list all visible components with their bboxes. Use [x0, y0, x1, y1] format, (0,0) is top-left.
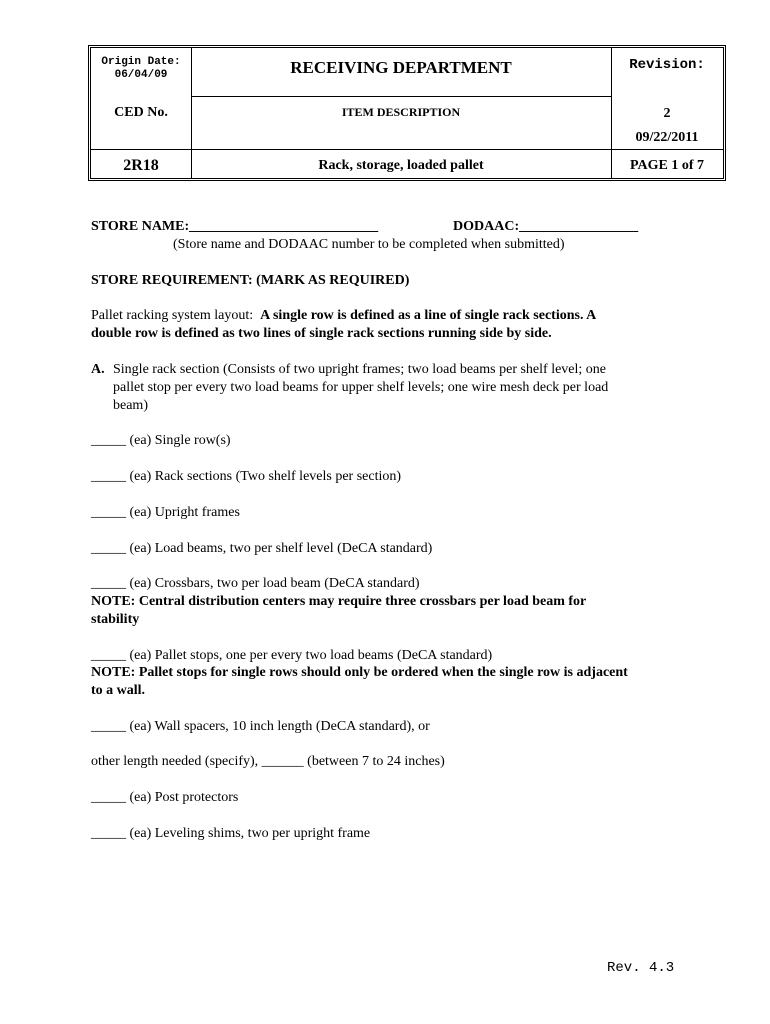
header-divider	[191, 96, 611, 97]
item-pallet-stops[interactable]: _____ (ea) Pallet stops, one per every two load beams (DeCA standard)	[91, 648, 493, 663]
section-a-line-1: Single rack section (Consists of two upright frames; two load beams per shelf level; one	[113, 362, 607, 377]
pallet-note-1: NOTE: Pallet stops for single rows should only be ordered when the single row is adjacent	[91, 665, 628, 680]
revision-number: 2	[663, 106, 671, 121]
layout-bold-1: A single row is defined as a line of single rack sections. A	[260, 308, 597, 323]
page-number: PAGE 1 of 7	[629, 158, 704, 173]
origin-date: 06/04/09	[114, 69, 168, 81]
store-note: (Store name and DODAAC number to be completed when submitted)	[173, 237, 565, 252]
item-crossbars[interactable]: _____ (ea) Crossbars, two per load beam (DeCA standard)	[91, 576, 420, 591]
section-a-line-2: pallet stop per every two load beams for upper shelf levels; one wire mesh deck per load	[113, 380, 609, 395]
item-post-protectors[interactable]: _____ (ea) Post protectors	[91, 790, 239, 805]
pallet-note-2: to a wall.	[91, 683, 146, 698]
ced-label: CED No.	[114, 105, 168, 120]
item-wall-spacers[interactable]: _____ (ea) Wall spacers, 10 inch length (DeCA standard), or	[91, 719, 430, 734]
item-rack-sections[interactable]: _____ (ea) Rack sections (Two shelf levels per section)	[91, 469, 402, 484]
item-description: Rack, storage, loaded pallet	[318, 158, 484, 173]
item-upright-frames[interactable]: _____ (ea) Upright frames	[91, 505, 240, 520]
item-single-rows[interactable]: _____ (ea) Single row(s)	[91, 433, 231, 448]
revision-footer: Rev. 4.3	[607, 960, 675, 976]
layout-intro: Pallet racking system layout:	[91, 308, 254, 323]
section-a-line-3: beam)	[113, 398, 148, 413]
item-leveling-shims[interactable]: _____ (ea) Leveling shims, two per upright frame	[91, 826, 371, 841]
section-a-letter: A.	[91, 362, 105, 377]
layout-definition	[91, 307, 596, 325]
ced-number: 2R18	[123, 157, 159, 174]
department-title: RECEIVING DEPARTMENT	[290, 58, 512, 77]
revision-date: 09/22/2011	[635, 130, 699, 145]
origin-date-label: Origin Date:	[101, 56, 181, 68]
item-description-label: ITEM DESCRIPTION	[341, 105, 461, 119]
crossbars-note-2: stability	[91, 612, 140, 627]
dodaac-field[interactable]: DODAAC:_________________	[453, 219, 639, 234]
store-name-field[interactable]: STORE NAME:___________________________	[91, 219, 379, 234]
crossbars-note-1: NOTE: Central distribution centers may require three crossbars per load beam for	[91, 594, 587, 609]
store-requirement-heading: STORE REQUIREMENT: (MARK AS REQUIRED)	[91, 273, 410, 288]
header-table	[88, 45, 726, 181]
item-load-beams[interactable]: _____ (ea) Load beams, two per shelf level (DeCA standard)	[91, 541, 433, 556]
layout-bold-2: double row is defined as two lines of single rack sections running side by side.	[91, 326, 552, 341]
item-other-length[interactable]: other length needed (specify), ______ (between 7 to 24 inches)	[91, 754, 445, 769]
revision-label: Revision:	[629, 57, 705, 73]
header-divider	[91, 149, 723, 150]
